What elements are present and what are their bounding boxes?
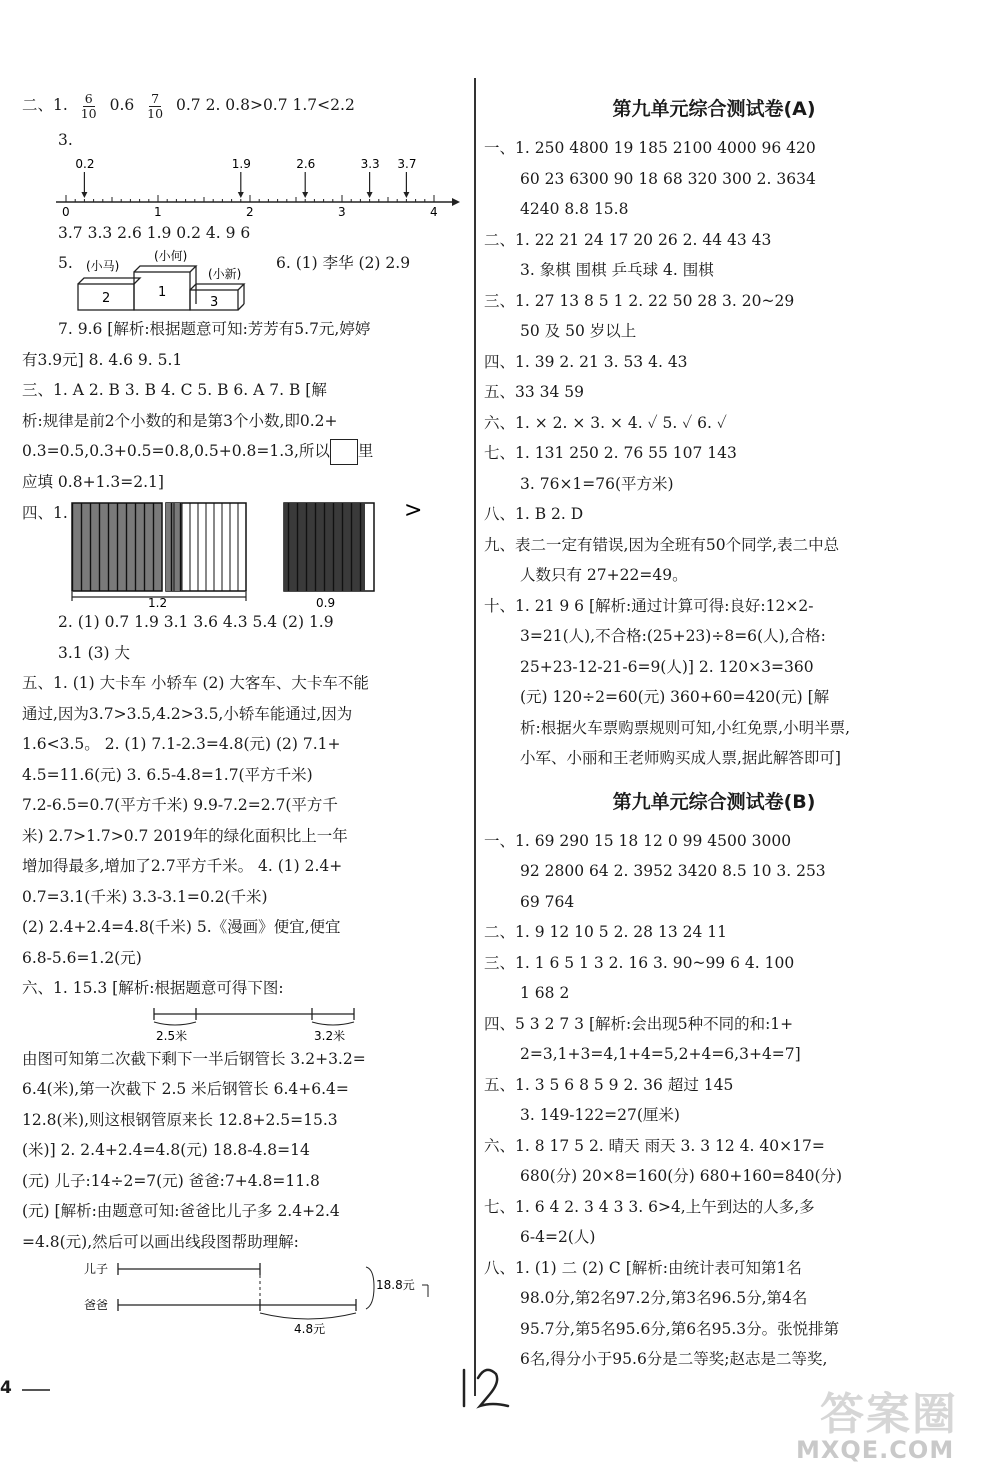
segment-label: 4.8元 <box>294 1322 326 1336</box>
answer-line: 五、1. 3 5 6 8 5 9 2. 36 超过 145 <box>484 1075 734 1094</box>
pipe-label: 2.5米 <box>156 1028 188 1043</box>
answer-line: 7. 9.6 [解析:根据题意可知:芳芳有5.7元,婷婷 <box>58 320 371 338</box>
answer-line: 二、1. 9 12 10 5 2. 28 13 24 11 <box>484 923 727 941</box>
answer-line: 八、1. (1) 二 (2) C [解析:由统计表可知第1名 <box>484 1258 802 1277</box>
answer-line: 米) 2.7>1.7>0.7 2019年的绿化面积比上一年 <box>22 826 348 845</box>
answer-line: 应填 0.8+1.3=2.1] <box>22 472 164 491</box>
arrow-label: 0.2 <box>75 156 95 171</box>
answer-line: 3.7 3.3 2.6 1.9 0.2 4. 9 6 <box>58 223 251 242</box>
arrow-head <box>302 192 308 198</box>
bracket-label: 1.2 <box>148 596 168 607</box>
fraction: $\frac{6}{10}$ <box>80 90 97 121</box>
pipe-label: 3.2米 <box>314 1028 346 1043</box>
arrow-label: 3.3 <box>360 156 380 171</box>
decimal-grid-figure: 四、1. > 1.2 0.9 <box>22 497 464 607</box>
answer-line: 六、1. × 2. × 3. × 4. ✓ 5. ✓ 6. ✓ <box>484 413 727 432</box>
answer-line: 三、1. 27 13 8 5 1 2. 22 50 28 3. 20~29 <box>484 291 795 310</box>
bracket-label: 0.9 <box>316 596 336 607</box>
text: 0.6 <box>109 96 135 114</box>
answer-line: 人数只有 27+22=49。 <box>520 566 688 584</box>
answer-lines <box>484 826 944 1375</box>
watermark-logo: 答案圈 <box>820 1389 958 1440</box>
answer-line: 二、1. 22 21 24 17 20 26 2. 44 43 43 <box>484 230 772 249</box>
answer-line: 十、1. 21 9 6 [解析:通过计算可得:良好:12×2- <box>484 596 814 615</box>
pipe-diagram <box>22 1004 462 1044</box>
answer-line: 3. 象棋 围棋 乒乓球 4. 围棋 <box>520 261 714 279</box>
podium-rank: 3 <box>210 295 219 310</box>
number-line <box>22 156 462 218</box>
handwritten-number <box>452 1362 522 1414</box>
answer-line: 七、1. 6 4 2. 3 4 3 3. 6>4,上午到达的人多,多 <box>484 1197 815 1216</box>
section-title: 第九单元综合测试卷(B) <box>612 790 816 813</box>
number-line-figure <box>22 156 464 218</box>
watermark-url: MXQE.COM <box>796 1436 955 1464</box>
answer-line: (元) [解析:由题意可知:爸爸比儿子多 2.4+2.4 <box>22 1202 340 1220</box>
answer-line: 98.0分,第2名97.2分,第3名96.5分,第4名 <box>520 1289 808 1307</box>
segment-label: 爸爸 <box>84 1298 109 1312</box>
answer-line: 680(分) 20×8=160(分) 680+160=840(分) <box>520 1167 843 1185</box>
answer-line: 1.6<3.5。 2. (1) 7.1-2.3=4.8(元) (2) 7.1+ <box>22 735 341 753</box>
answer-line: (元) 儿子:14÷2=7(元) 爸爸:7+4.8=11.8 <box>22 1171 320 1190</box>
text: 二、1. <box>22 96 68 114</box>
answer-line: 四、5 3 2 7 3 [解析:会出现5种不同的和:1+ <box>484 1014 794 1033</box>
answer-line: 一、1. 69 290 15 18 12 0 99 4500 3000 <box>484 831 792 850</box>
compare-sign: > <box>404 498 423 523</box>
answer-line: 小军、小丽和王老师购买成人票,据此解答即可] <box>520 749 841 767</box>
answer-line: 三、1. A 2. B 3. B 4. C 5. B 6. A 7. B [解 <box>22 381 327 399</box>
arrow-head <box>367 192 373 198</box>
segment-label: 18.8元 <box>376 1278 415 1292</box>
podium-rank: 2 <box>102 291 111 306</box>
answer-line: 有3.9元] 8. 4.6 9. 5.1 <box>22 350 183 369</box>
answer-line: 七、1. 131 250 2. 76 55 107 143 <box>484 444 737 462</box>
answer-line: 0.3=0.5,0.3+0.5=0.8,0.5+0.8=1.3,所以 里 <box>22 436 464 467</box>
pipe-diagram-figure <box>22 1004 464 1044</box>
podium-label: (小马) <box>86 259 120 273</box>
answer-line: 2. (1) 0.7 1.9 3.1 3.6 4.3 5.4 (2) 1.9 <box>58 613 334 631</box>
right-column <box>484 85 944 1375</box>
answer-lines <box>22 607 464 1004</box>
answer-line: 0.7=3.1(千米) 3.3-3.1=0.2(千米) <box>22 887 268 906</box>
answer-line: 析:根据火车票购票规则可知,小红免票,小明半票, <box>520 718 851 737</box>
answer-lines <box>22 1044 464 1258</box>
answer-line: 12.8(米),则这根钢管原来长 12.8+2.5=15.3 <box>22 1110 338 1129</box>
fraction: $\frac{7}{10}$ <box>147 90 164 121</box>
arrow-head <box>238 192 244 198</box>
answer-line: 八、1. B 2. D <box>484 505 584 523</box>
answer-line: 六、1. 15.3 [解析:根据题意可得下图: <box>22 979 284 997</box>
podium-row: 5. (小马) (小何) (小新) 2 1 3 6. (1) 李华 (2) 2.9 <box>22 248 464 314</box>
podium-diagram <box>74 248 274 314</box>
arrow-label: 1.9 <box>231 156 251 171</box>
answer-line: 7.2-6.5=0.7(平方千米) 9.9-7.2=2.7(平方千 <box>22 796 338 814</box>
answer-line: 四、1. 39 2. 21 3. 53 4. 43 <box>484 352 688 371</box>
answer-line: 4.5=11.6(元) 3. 6.5-4.8=1.7(平方千米) <box>22 765 313 784</box>
footer-rule <box>22 1389 50 1391</box>
page-number: 4 <box>0 1378 12 1398</box>
answer-line: 析:规律是前2个小数的和是第3个小数,即0.2+ <box>22 411 338 430</box>
answer-line: 1 68 2 <box>520 984 570 1002</box>
podium-label: (小何) <box>154 249 188 263</box>
answer-line: 一、1. 250 4800 19 185 2100 4000 96 420 <box>484 139 816 157</box>
left-column <box>22 85 464 1337</box>
arrow-label: 2.6 <box>296 156 316 171</box>
answer-line: 3.1 (3) 大 <box>58 643 130 662</box>
column-divider <box>474 78 476 1396</box>
answer-line: 九、表二一定有错误,因为全班有50个同学,表二中总 <box>484 535 840 554</box>
answer-line: 6.4(米),第一次截下 2.5 米后钢管长 6.4+6.4= <box>22 1080 349 1098</box>
answer-line: (2) 2.4+2.4=4.8(千米) 5.《漫画》便宜,便宜 <box>22 918 341 936</box>
answer-line: 三、1. 1 6 5 1 3 2. 16 3. 90~99 6 4. 100 <box>484 953 795 972</box>
decimal-grids <box>68 497 488 607</box>
answer-line: 由图可知第二次截下剩下一半后钢管长 3.2+3.2= <box>22 1049 366 1068</box>
tick-label: 4 <box>430 204 438 218</box>
tick-label: 1 <box>154 204 162 218</box>
tick-label: 3 <box>338 204 346 218</box>
answer-line: 6名,得分小于95.6分是二等奖;赵志是二等奖, <box>520 1350 828 1368</box>
section-title: 第九单元综合测试卷(A) <box>612 98 816 120</box>
blank-box <box>330 439 358 465</box>
answer-line: 通过,因为3.7>3.5,4.2>3.5,小轿车能通过,因为 <box>22 704 353 723</box>
arrow-head <box>81 192 87 198</box>
answer-line: 95.7分,第5名95.6分,第6名95.3分。张悦排第 <box>520 1319 840 1338</box>
tick-label: 0 <box>62 204 70 218</box>
answer-line: 增加得最多,增加了2.7平方千米。 4. (1) 2.4+ <box>22 857 343 875</box>
answer-line: 6.8-5.6=1.2(元) <box>22 948 142 967</box>
answer-lines <box>484 133 944 774</box>
answer-line: (元) 120÷2=60(元) 360+60=420(元) [解 <box>520 688 830 706</box>
answer-line: 6-4=2(人) <box>520 1228 596 1246</box>
answer-line: 3=21(人),不合格:(25+23)÷8=6(人),合格: <box>520 627 826 645</box>
answer-line: 50 及 50 岁以上 <box>520 322 637 340</box>
answer-line: 六、1. 8 17 5 2. 晴天 雨天 3. 3 12 4. 40×17= <box>484 1136 825 1155</box>
arrow-head <box>403 192 409 198</box>
answer-lines <box>22 314 464 436</box>
answer-line: 2=3,1+3=4,1+4=5,2+4=6,3+4=7] <box>520 1045 801 1063</box>
tick-label: 2 <box>246 204 254 218</box>
answer-line: 五、1. (1) 大卡车 小轿车 (2) 大客车、大卡车不能 <box>22 674 369 692</box>
answer-line: 3. 76×1=76(平方米) <box>520 474 674 493</box>
answer-line: 4240 8.8 15.8 <box>520 200 629 218</box>
podium-label: (小新) <box>208 267 242 281</box>
answer-line: 60 23 6300 90 18 68 320 300 2. 3634 <box>520 169 816 188</box>
segment-diagram <box>22 1257 462 1337</box>
answer-line: =4.8(元),然后可以画出线段图帮助理解: <box>22 1232 299 1251</box>
answer-line <box>22 85 464 125</box>
answer-line: 92 2800 64 2. 3952 3420 8.5 10 3. 253 <box>520 862 826 880</box>
answer-line: (米)] 2. 2.4+2.4=4.8(元) 18.8-4.8=14 <box>22 1141 310 1159</box>
podium-rank: 1 <box>158 285 167 300</box>
answer-line: 25+23-12-21-6=9(人)] 2. 120×3=360 <box>520 657 814 676</box>
answer-line: 五、33 34 59 <box>484 383 585 401</box>
answer-line: 3. <box>58 131 73 149</box>
arrow-label: 3.7 <box>397 156 417 171</box>
answer-line: 69 764 <box>520 892 575 911</box>
answer-line: 3. 149-122=27(厘米) <box>520 1106 680 1124</box>
text: 0.7 2. 0.8>0.7 1.7<2.2 <box>176 96 355 114</box>
segment-label: 儿子 <box>84 1262 109 1276</box>
segment-diagram-figure <box>22 1257 464 1337</box>
